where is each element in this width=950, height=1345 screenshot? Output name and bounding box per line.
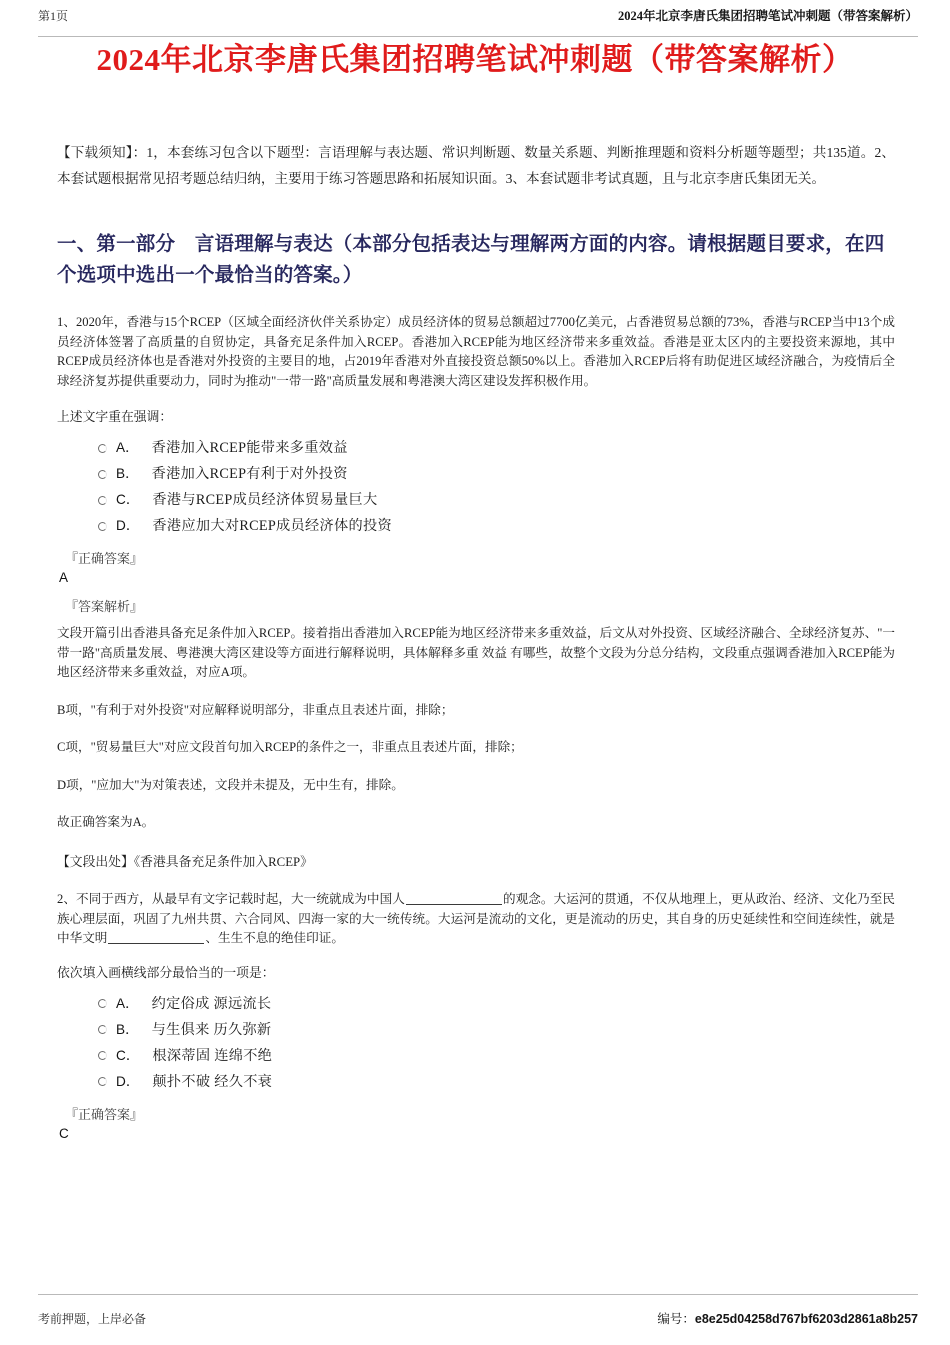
options-list (57, 993, 895, 1093)
footer-slogan: 考前押题，上岸必备 (38, 1312, 147, 1326)
analysis-item-c: C项，"贸易量巨大"对应文段首句加入RCEP的条件之一，非重点且表述片面，排除； (57, 740, 523, 754)
radio-button-icon[interactable] (98, 1025, 107, 1034)
footer-code-label: 编号： (657, 1312, 695, 1326)
option-text: 香港与RCEP成员经济体贸易量巨大 (152, 492, 378, 508)
analysis-main: 文段开篇引出香港具备充足条件加入RCEP。接着指出香港加入RCEP能为地区经济带来多重效益，后文从对外投资、区域经济融合、全球经济复苏、"一带一路"高质量发展、粤港澳大湾区建设等方面进行解释说明，具体解释多重 效益 有哪些，故整个文段为分总分结构，文段重点强调香港加入RCEP能为地区经济带来多重效益，对应A项。 (57, 626, 895, 679)
option-text: 香港加入RCEP有利于对外投资 (151, 466, 348, 482)
option-letter: A． (116, 995, 139, 1011)
question-prompt: 上述文字重在强调： (57, 410, 173, 424)
option-letter: C． (116, 1047, 140, 1063)
source-citation: 【文段出处】《香港具备充足条件加入RCEP》 (57, 854, 313, 869)
analysis-item-b: B项，"有利于对外投资"对应解释说明部分，非重点且表述片面，排除； (57, 702, 454, 717)
option-text: 颠扑不破 经久不衰 (152, 1073, 273, 1090)
option-letter: B． (116, 466, 139, 481)
stem-segment-2: 的观念。大运河的贯通，不仅从地理上，更从政治、经济、文化乃至民族心理层面，巩固了九州共贯、六合同风、四海一家的大一统传统。大运河是流动的文化，更是流动的历史，其自身的历史延续性和空间连续性，就是中华文明 (57, 892, 896, 945)
analysis-conclusion: 故正确答案为A。 (57, 815, 155, 829)
option-text: 与生俱来 历久弥新 (151, 1021, 272, 1038)
radio-button-icon[interactable] (98, 1077, 107, 1086)
option-text: 香港应加大对RCEP成员经济体的投资 (152, 518, 392, 534)
footer-code-value: e8e25d04258d767bf6203d2861a8b257 (694, 1312, 918, 1326)
correct-answer-value: A (59, 570, 69, 585)
stem-segment-1: 2、不同于西方，从最早有文字记载时起，大一统就成为中国人 (57, 892, 405, 906)
fill-blank-2[interactable] (108, 930, 204, 944)
footer-code (657, 1312, 918, 1327)
question-prompt: 依次填入画横线部分最恰当的一项是： (57, 965, 275, 980)
running-footer (38, 1294, 918, 1327)
radio-button-icon[interactable] (98, 522, 107, 531)
running-header (38, 9, 918, 37)
analysis-item-d: D项，"应加大"为对策表述，文段并未提及，无中生有，排除。 (57, 777, 404, 792)
running-header-title: 2024年北京李唐氏集团招聘笔试冲刺题（带答案解析） (617, 9, 918, 23)
section-heading: 一、第一部分 言语理解与表达（本部分包括表达与理解两方面的内容。请根据题目要求，在四个选项中选出一个最恰当的答案。） (57, 234, 885, 286)
option-d[interactable] (57, 515, 895, 537)
document-body (57, 140, 895, 1149)
question-block (57, 313, 895, 872)
option-letter: D． (116, 1073, 140, 1089)
option-text: 约定俗成 源远流长 (151, 995, 272, 1012)
option-b[interactable] (57, 1019, 895, 1041)
analysis-label: 『答案解析』 (65, 599, 144, 614)
option-text: 根深蒂固 连绵不绝 (152, 1047, 273, 1064)
question-stem: 1、2020年，香港与15个RCEP（区域全面经济伙伴关系协定）成员经济体的贸易总额超过7700亿美元，占香港贸易总额的73%，香港与RCEP当中13个成员经济体签署了高质量的自贸协定，具备充足条件加入RCEP。香港加入RCEP能为地区经济带来多重效益。香港是亚太区内的主要投资来源地，其中RCEP成员经济体也是香港对外投资的主要目的地，占2019年香港对外直接投资总额50%以上。香港加入RCEP后将有助促进区域经济融合，为疫情后全球经济复苏提供重要动力，同时为推动"一带一路"高质量发展和粤港澳大湾区建设发挥积极作用。 (57, 315, 895, 388)
option-c[interactable] (57, 489, 895, 511)
option-letter: A． (116, 440, 139, 455)
option-text: 香港加入RCEP能带来多重效益 (151, 440, 348, 456)
radio-button-icon[interactable] (98, 444, 107, 453)
option-letter: C． (116, 492, 140, 507)
option-letter: D． (116, 518, 140, 533)
options-list (57, 437, 895, 537)
option-letter: B． (116, 1021, 139, 1037)
correct-answer-label: 『正确答案』 (65, 551, 144, 566)
radio-button-icon[interactable] (98, 470, 107, 479)
stem-segment-3: 、生生不息的绝佳印证。 (205, 931, 344, 945)
radio-button-icon[interactable] (98, 1051, 107, 1060)
download-notice: 【下载须知】：1，本套练习包含以下题型：言语理解与表达题、常识判断题、数量关系题、判断推理题和资料分析题等题型；共135道。2、本套试题根据常见招考题总结归纳，主要用于练习答题思路和拓展知识面。3、本套试题非考试真题，且与北京李唐氏集团无关。 (57, 145, 895, 186)
option-a[interactable] (57, 993, 895, 1015)
correct-answer-value: C (59, 1125, 69, 1141)
option-a[interactable] (57, 437, 895, 459)
radio-button-icon[interactable] (98, 999, 107, 1008)
option-c[interactable] (57, 1045, 895, 1067)
option-b[interactable] (57, 463, 895, 485)
page-number: 第1页 (38, 9, 69, 23)
radio-button-icon[interactable] (98, 496, 107, 505)
question-block (57, 890, 895, 1143)
option-d[interactable] (57, 1071, 895, 1093)
question-stem (57, 890, 895, 949)
page-title: 2024年北京李唐氏集团招聘笔试冲刺题（带答案解析） (96, 42, 854, 77)
correct-answer-label: 『正确答案』 (65, 1106, 144, 1122)
fill-blank-1[interactable] (406, 891, 502, 905)
